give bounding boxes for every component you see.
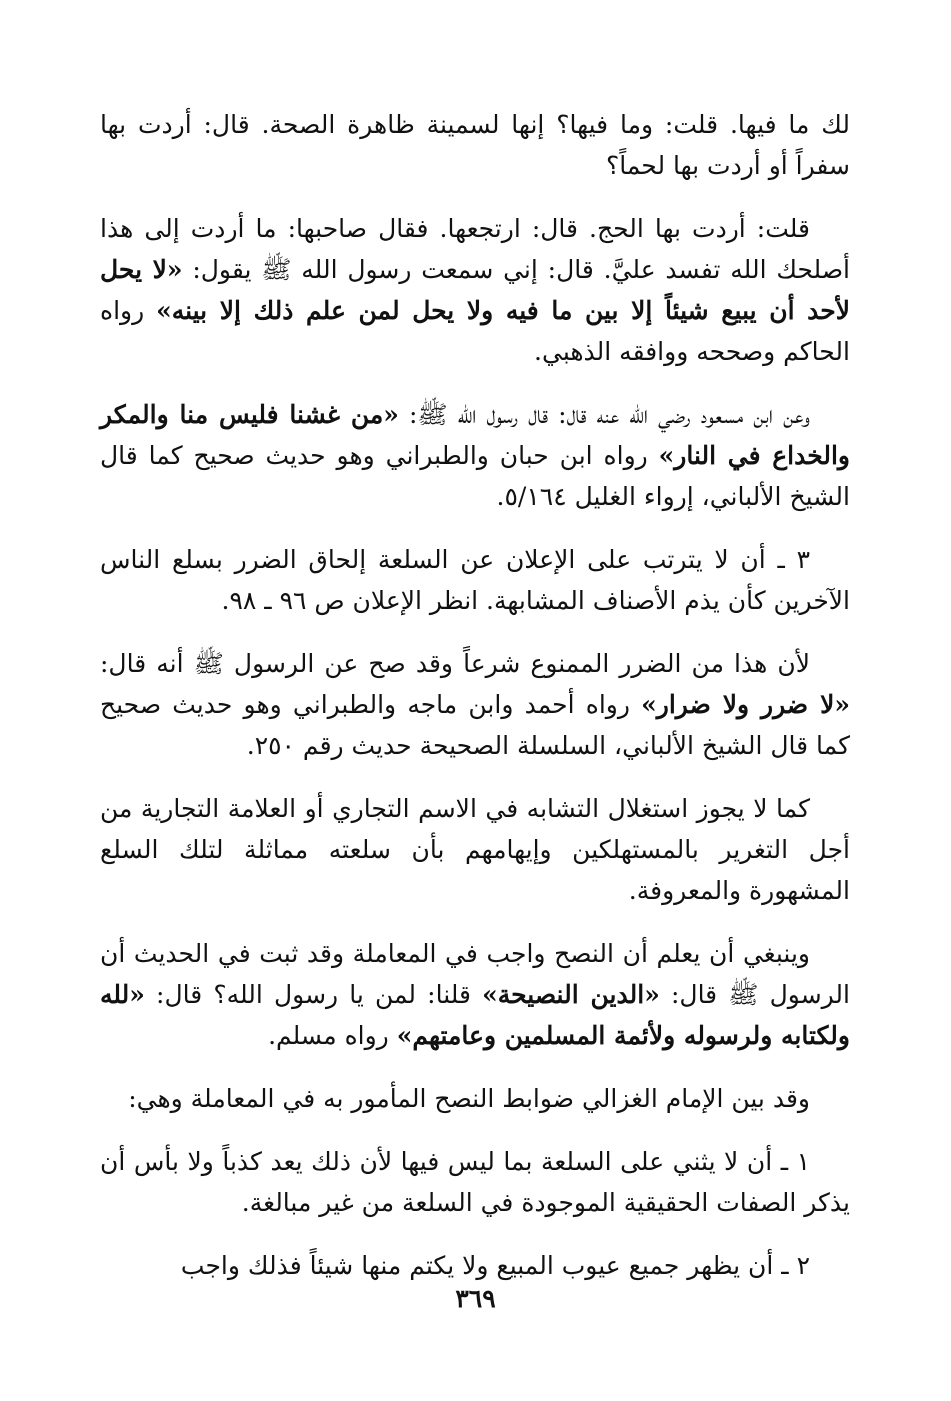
- text-run: رواه الحاكم وصححه ووافقه الذهبي.: [100, 296, 850, 366]
- paragraph-10: [100, 1245, 850, 1286]
- text-run: وقد بين الإمام الغزالي ضوابط النصح المأمور به في المعاملة وهي:: [128, 1084, 810, 1113]
- text-run: ١ ـ أن لا يثني على السلعة بما ليس فيها لأن ذلك يعد كذباً ولا بأس أن يذكر الصفات الحقيقية الموجودة في السلعة من غير مبالغة.: [100, 1147, 850, 1217]
- paragraph-6: [100, 788, 850, 911]
- text-run: ٢ ـ أن يظهر جميع عيوب المبيع ولا يكتم منها شيئاً فذلك واجب: [180, 1251, 810, 1280]
- hadith-quote: «الدين النصيحة»: [482, 980, 660, 1009]
- text-run: لك ما فيها. قلت: وما فيها؟ إنها لسمينة ظاهرة الصحة. قال: أردت بها سفراً أو أردت بها لحماً؟: [100, 110, 850, 180]
- paragraph-2: [100, 208, 850, 372]
- paragraph-9: [100, 1141, 850, 1223]
- text-run: قلت: أردت بها الحج. قال: ارتجعها. فقال صاحبها: ما أردت إلى هذا أصلحك الله تفسد عليَّ. قال: إني سمعت رسول الله ﷺ يقول:: [100, 214, 850, 284]
- text-run: رواه ابن حبان والطبراني وهو حديث صحيح كما قال الشيخ الألباني، إرواء الغليل ٥/١٦٤.: [100, 441, 850, 511]
- text-run: رواه أحمد وابن ماجه والطبراني وهو حديث صحيح كما قال الشيخ الألباني، السلسلة الصحيحة حديث رقم ٢٥٠.: [100, 690, 850, 760]
- page-body: [100, 104, 850, 1308]
- text-run: وينبغي أن يعلم أن النصح واجب في المعاملة وقد ثبت في الحديث أن الرسول ﷺ قال:: [100, 939, 850, 1009]
- paragraph-1: [100, 104, 850, 186]
- text-run: رواه مسلم.: [268, 1021, 397, 1050]
- hadith-quote: «من غشنا فليس منا والمكر والخداع في النار»: [100, 400, 850, 470]
- paragraph-4: [100, 539, 850, 621]
- paragraph-3: [100, 394, 850, 517]
- paragraph-5: [100, 643, 850, 766]
- hadith-quote: «لا ضرر ولا ضرار»: [641, 690, 850, 719]
- text-run: لأن هذا من الضرر الممنوع شرعاً وقد صح عن الرسول ﷺ أنه قال:: [100, 649, 810, 678]
- page-number: ٣٦٩: [455, 1284, 496, 1313]
- paragraph-7: [100, 933, 850, 1056]
- text-run: قلنا: لمن يا رسول الله؟ قال:: [144, 980, 483, 1009]
- text-run: وعن ابن مسعود رضي الله عنه قال: قال رسول الله ﷺ:: [398, 400, 810, 429]
- text-run: كما لا يجوز استغلال التشابه في الاسم التجاري أو العلامة التجارية من أجل التغرير بالمستهلكين وإيهامهم بأن سلعته مماثلة لتلك السلع المشهورة والمعروفة.: [100, 794, 850, 905]
- paragraph-8: [100, 1078, 850, 1119]
- hadith-quote: «لا يحل لأحد أن يبيع شيئاً إلا بين ما فيه ولا يحل لمن علم ذلك إلا بينه»: [100, 255, 850, 325]
- text-run: ٣ ـ أن لا يترتب على الإعلان عن السلعة إلحاق الضرر بسلع الناس الآخرين كأن يذم الأصناف المشابهة. انظر الإعلان ص ٩٦ ـ ٩٨.: [100, 545, 850, 615]
- hadith-quote: «لله ولكتابه ولرسوله ولأئمة المسلمين وعامتهم»: [100, 980, 850, 1050]
